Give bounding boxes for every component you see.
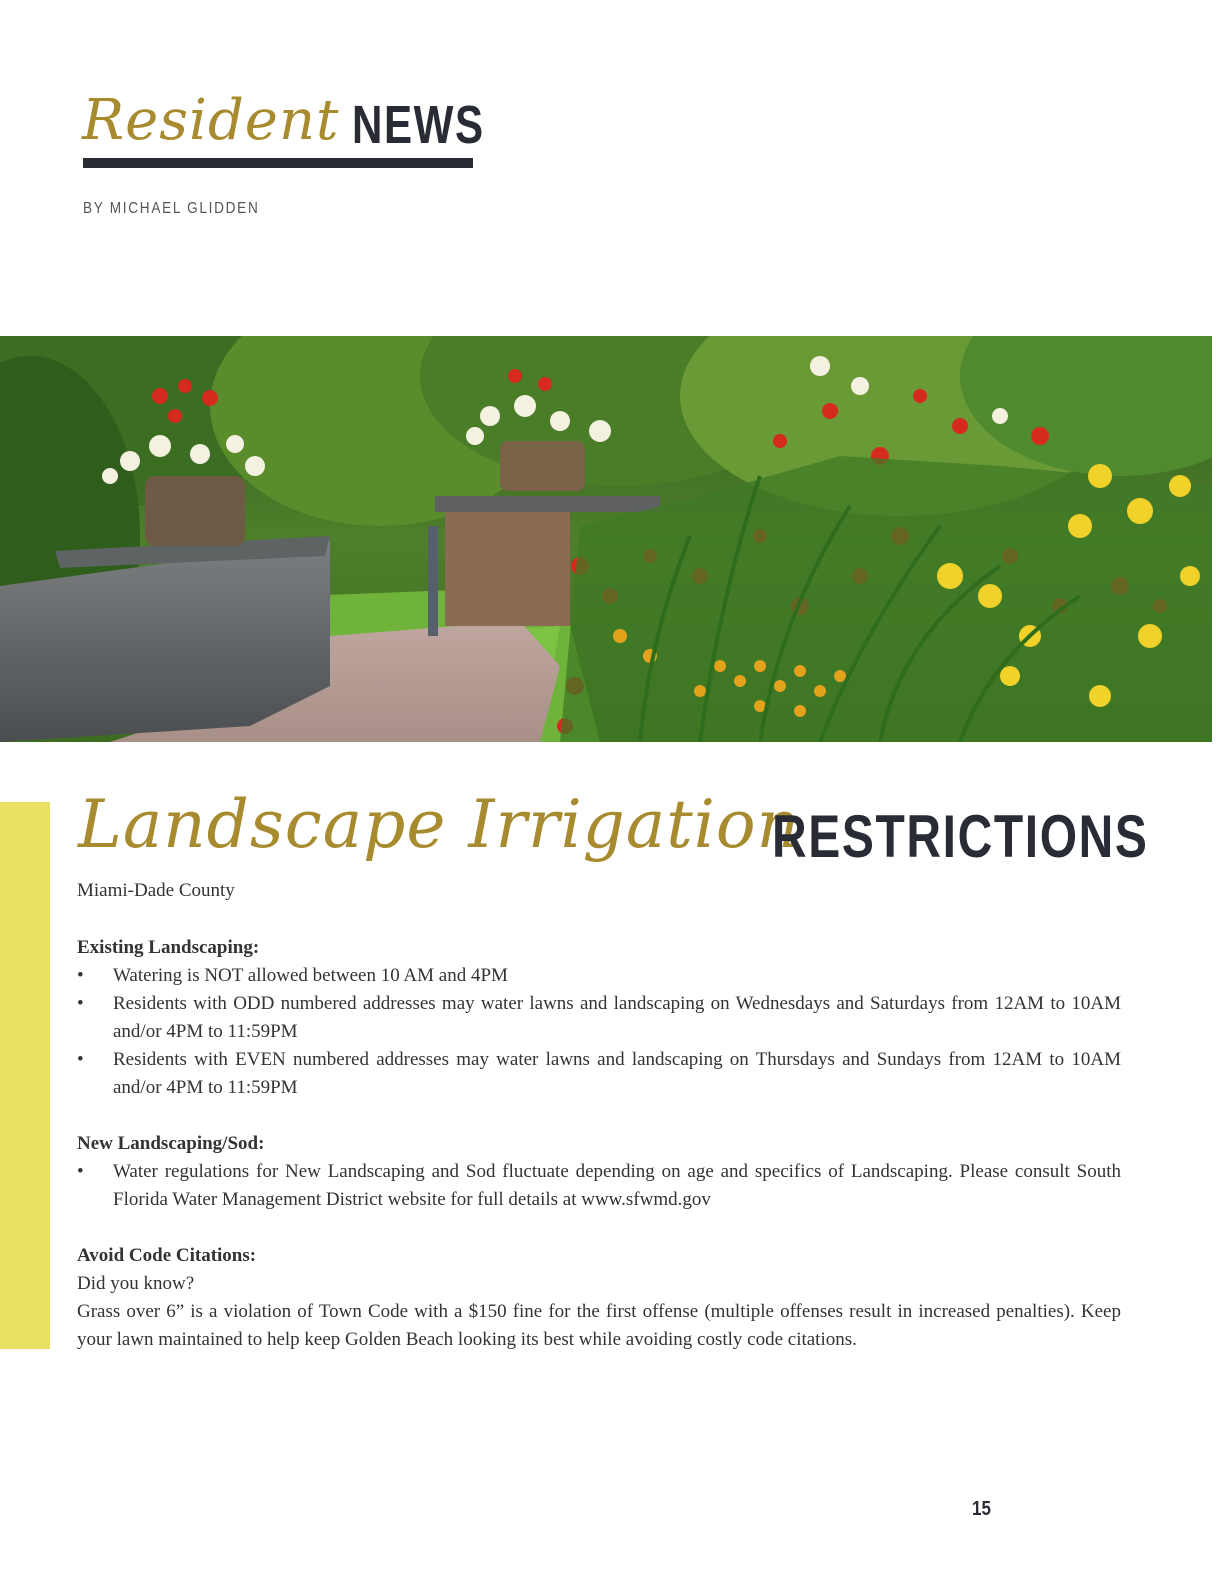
list-item: • Watering is NOT allowed between 10 AM and 4PM (77, 962, 1121, 990)
article-title-bold: RESTRICTIONS (772, 803, 1149, 870)
section-heading: New Landscaping/Sod: (77, 1133, 265, 1154)
bullet-list (77, 962, 1121, 1102)
header-rule (83, 158, 473, 168)
article-body (77, 934, 1121, 1382)
header-script-word: Resident (82, 88, 340, 153)
article-title-script: Landscape Irrigation (78, 786, 801, 863)
list-item: • Residents with EVEN numbered addresses may water lawns and landscaping on Thursdays and Sundays from 12AM to 10AM and/or 4PM to 11:59PM (77, 1046, 1121, 1102)
section-heading: Existing Landscaping: (77, 937, 260, 958)
bullet-list (77, 1158, 1121, 1214)
page-number: 15 (972, 1498, 991, 1520)
article-subtitle: Miami-Dade County (77, 880, 235, 901)
section-new-landscaping (77, 1130, 1121, 1214)
citations-body: Grass over 6” is a violation of Town Code with a $150 fine for the first offense (multiple offenses result in increased penalties). Keep your lawn maintained to help keep Golden Beach looking its best while avoiding costly code citations. (77, 1301, 1121, 1350)
garden-photo-illustration (0, 336, 1212, 742)
byline: BY MICHAEL GLIDDEN (83, 200, 260, 217)
citations-intro: Did you know? (77, 1273, 195, 1294)
accent-bar (0, 802, 50, 1349)
section-code-citations (77, 1242, 1121, 1354)
list-item: • Water regulations for New Landscaping and Sod fluctuate depending on age and specifics of Landscaping. Please consult South Florida Water Management District website for full details at www.sfwmd.gov (77, 1158, 1121, 1214)
section-heading: Avoid Code Citations: (77, 1245, 257, 1266)
list-item: • Residents with ODD numbered addresses may water lawns and landscaping on Wednesdays and Saturdays from 12AM to 10AM and/or 4PM to 11:59PM (77, 990, 1121, 1046)
section-existing-landscaping (77, 934, 1121, 1102)
header-bold-word: NEWS (352, 95, 485, 155)
garden-photo (0, 336, 1212, 742)
